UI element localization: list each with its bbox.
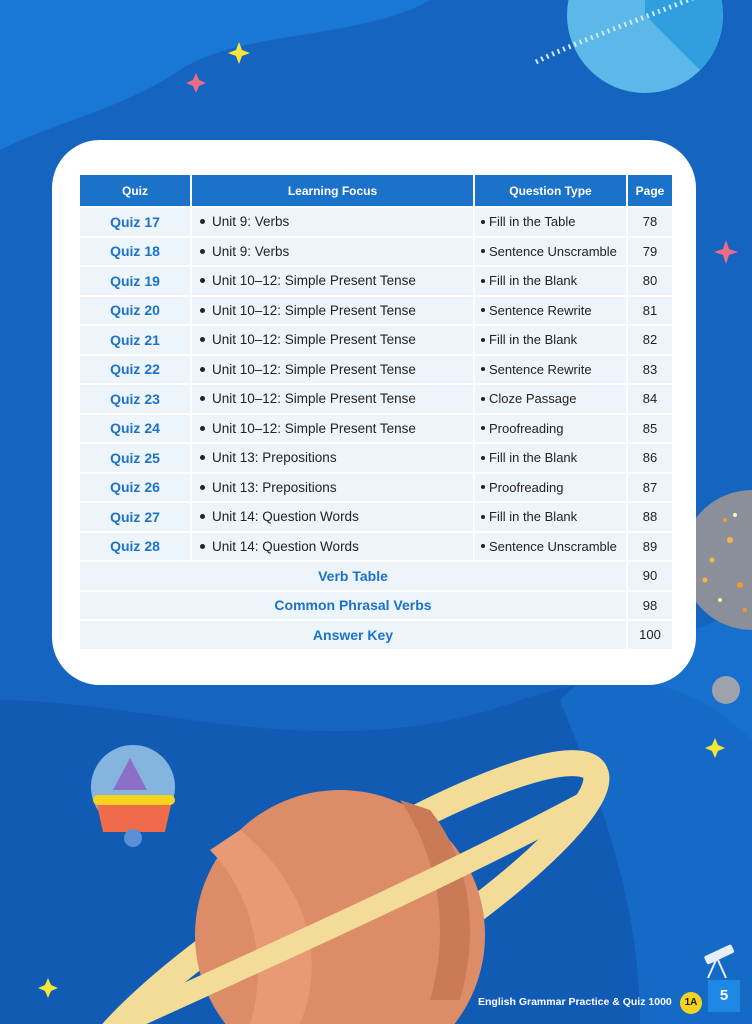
learning-focus xyxy=(191,237,474,267)
question-type xyxy=(474,384,627,414)
bullet-icon xyxy=(481,367,485,371)
question-type xyxy=(474,325,627,355)
quiz-name: Quiz 19 xyxy=(80,266,191,296)
bullet-icon xyxy=(481,485,485,489)
table-row xyxy=(80,384,672,414)
quiz-name: Quiz 23 xyxy=(80,384,191,414)
bullet-icon xyxy=(200,514,205,519)
learning-focus-text: Unit 14: Question Words xyxy=(212,509,359,525)
quiz-name: Quiz 27 xyxy=(80,502,191,532)
question-type-text: Cloze Passage xyxy=(489,391,577,407)
learning-focus-text: Unit 10–12: Simple Present Tense xyxy=(212,302,416,318)
table-row xyxy=(80,414,672,444)
page-ref: 80 xyxy=(627,266,672,296)
learning-focus xyxy=(191,355,474,385)
question-type xyxy=(474,532,627,562)
bullet-icon xyxy=(481,456,485,460)
learning-focus-text: Unit 10–12: Simple Present Tense xyxy=(212,273,416,289)
bullet-icon xyxy=(481,279,485,283)
table-row xyxy=(80,237,672,267)
header-page: Page xyxy=(627,175,672,207)
bullet-icon xyxy=(200,219,205,224)
learning-focus xyxy=(191,266,474,296)
question-type xyxy=(474,502,627,532)
table-header-row xyxy=(80,175,672,207)
learning-focus-text: Unit 10–12: Simple Present Tense xyxy=(212,332,416,348)
bullet-icon xyxy=(481,544,485,548)
learning-focus-text: Unit 10–12: Simple Present Tense xyxy=(212,420,416,436)
quiz-name: Quiz 20 xyxy=(80,296,191,326)
page-ref: 89 xyxy=(627,532,672,562)
bullet-icon xyxy=(481,249,485,253)
table-row xyxy=(80,473,672,503)
bullet-icon xyxy=(200,455,205,460)
bullet-icon xyxy=(200,396,205,401)
bullet-icon xyxy=(200,308,205,313)
bullet-icon xyxy=(481,426,485,430)
page-ref: 78 xyxy=(627,207,672,237)
quiz-name: Quiz 28 xyxy=(80,532,191,562)
question-type-text: Proofreading xyxy=(489,420,564,436)
bullet-icon xyxy=(481,397,485,401)
learning-focus xyxy=(191,207,474,237)
quiz-name: Quiz 21 xyxy=(80,325,191,355)
header-question-type: Question Type xyxy=(474,175,627,207)
question-type-text: Fill in the Blank xyxy=(489,273,578,289)
quiz-name: Quiz 26 xyxy=(80,473,191,503)
question-type xyxy=(474,414,627,444)
table-row xyxy=(80,561,672,591)
page-ref: 100 xyxy=(627,620,672,649)
bullet-icon xyxy=(481,308,485,312)
question-type-text: Fill in the Table xyxy=(489,214,576,230)
bullet-icon xyxy=(200,544,205,549)
table-row xyxy=(80,355,672,385)
bullet-icon xyxy=(200,337,205,342)
question-type xyxy=(474,237,627,267)
table-row xyxy=(80,620,672,649)
table-row xyxy=(80,266,672,296)
table-row xyxy=(80,443,672,473)
header-learning-focus: Learning Focus xyxy=(191,175,474,207)
question-type-text: Proofreading xyxy=(489,479,564,495)
page-ref: 87 xyxy=(627,473,672,503)
quiz-name: Quiz 17 xyxy=(80,207,191,237)
learning-focus-text: Unit 13: Prepositions xyxy=(212,479,337,495)
learning-focus xyxy=(191,473,474,503)
question-type-text: Sentence Unscramble xyxy=(489,243,617,259)
page-ref: 82 xyxy=(627,325,672,355)
question-type-text: Fill in the Blank xyxy=(489,332,578,348)
page-ref: 81 xyxy=(627,296,672,326)
learning-focus-text: Unit 10–12: Simple Present Tense xyxy=(212,361,416,377)
quiz-name: Quiz 22 xyxy=(80,355,191,385)
section-label: Answer Key xyxy=(80,620,627,649)
question-type-text: Sentence Rewrite xyxy=(489,361,592,377)
learning-focus xyxy=(191,443,474,473)
book-title: English Grammar Practice & Quiz 1000 xyxy=(478,996,672,1008)
page-ref: 88 xyxy=(627,502,672,532)
question-type-text: Sentence Rewrite xyxy=(489,302,592,318)
bullet-icon xyxy=(200,367,205,372)
section-label: Verb Table xyxy=(80,561,627,591)
question-type xyxy=(474,207,627,237)
question-type xyxy=(474,296,627,326)
learning-focus-text: Unit 10–12: Simple Present Tense xyxy=(212,391,416,407)
table-row xyxy=(80,325,672,355)
quiz-name: Quiz 18 xyxy=(80,237,191,267)
header-quiz: Quiz xyxy=(80,175,191,207)
bullet-icon xyxy=(200,249,205,254)
page-ref: 85 xyxy=(627,414,672,444)
bullet-icon xyxy=(200,278,205,283)
question-type-text: Fill in the Blank xyxy=(489,450,578,466)
contents-table xyxy=(80,175,672,649)
alien-mascot-icon xyxy=(91,745,175,847)
page-ref: 98 xyxy=(627,591,672,621)
learning-focus xyxy=(191,502,474,532)
bullet-icon xyxy=(481,220,485,224)
question-type-text: Sentence Unscramble xyxy=(489,538,617,554)
question-type-text: Fill in the Blank xyxy=(489,509,578,525)
table-row xyxy=(80,296,672,326)
page-number: 5 xyxy=(708,980,740,1012)
table-row xyxy=(80,591,672,621)
page-ref: 86 xyxy=(627,443,672,473)
table-row xyxy=(80,502,672,532)
bullet-icon xyxy=(481,338,485,342)
bullet-icon xyxy=(481,515,485,519)
question-type xyxy=(474,473,627,503)
question-type xyxy=(474,443,627,473)
learning-focus-text: Unit 13: Prepositions xyxy=(212,450,337,466)
question-type xyxy=(474,266,627,296)
question-type xyxy=(474,355,627,385)
table-row xyxy=(80,532,672,562)
page-ref: 84 xyxy=(627,384,672,414)
page-ref: 90 xyxy=(627,561,672,591)
learning-focus xyxy=(191,532,474,562)
bullet-icon xyxy=(200,485,205,490)
quiz-name: Quiz 25 xyxy=(80,443,191,473)
page-ref: 83 xyxy=(627,355,672,385)
learning-focus-text: Unit 9: Verbs xyxy=(212,243,290,259)
small-moon-icon xyxy=(712,676,740,704)
learning-focus-text: Unit 9: Verbs xyxy=(212,214,290,230)
level-badge: 1A xyxy=(680,992,702,1014)
learning-focus xyxy=(191,296,474,326)
page-ref: 79 xyxy=(627,237,672,267)
learning-focus xyxy=(191,414,474,444)
quiz-name: Quiz 24 xyxy=(80,414,191,444)
bullet-icon xyxy=(200,426,205,431)
learning-focus xyxy=(191,384,474,414)
section-label: Common Phrasal Verbs xyxy=(80,591,627,621)
learning-focus xyxy=(191,325,474,355)
table-row xyxy=(80,207,672,237)
learning-focus-text: Unit 14: Question Words xyxy=(212,538,359,554)
